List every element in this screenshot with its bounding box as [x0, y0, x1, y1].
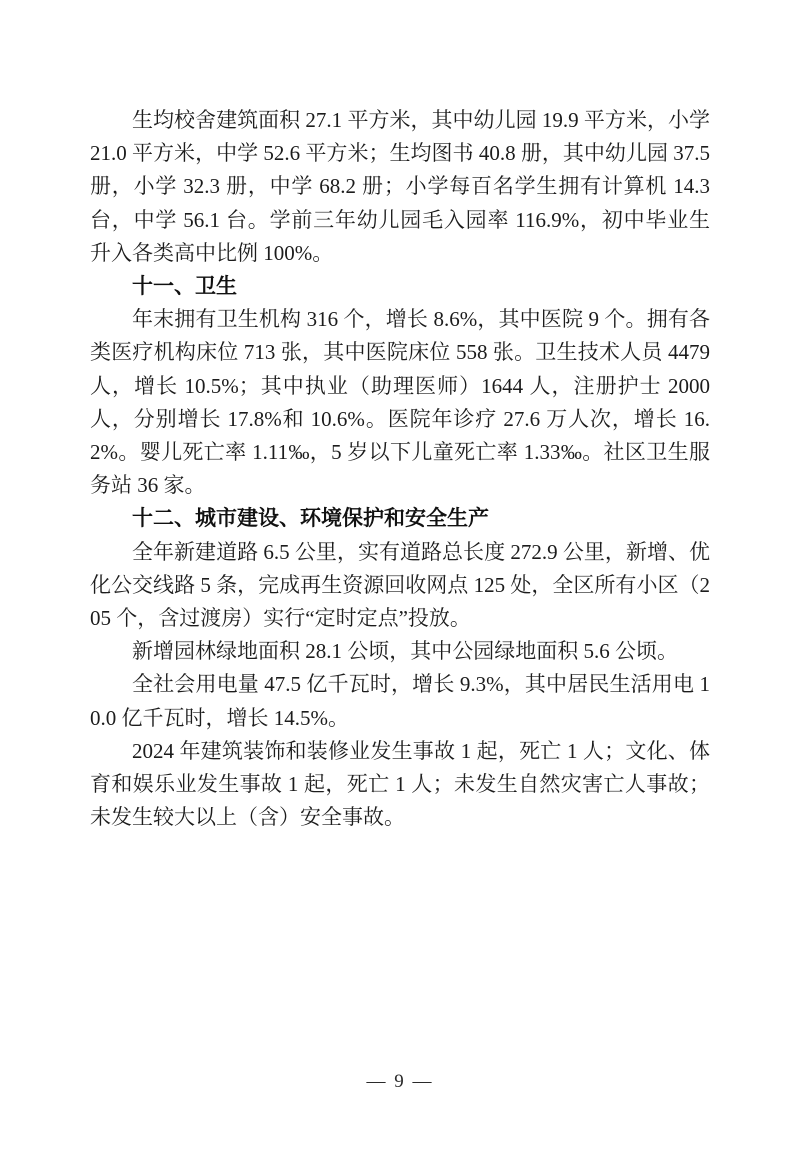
- section-heading-health: 十一、卫生: [132, 275, 237, 299]
- page-number: — 9 —: [366, 1071, 434, 1092]
- paragraph-health-stats: 年末拥有卫生机构 316 个，增长 8.6%，其中医院 9 个。拥有各类医疗机构床位 713 张，其中医院床位 558 张。卫生技术人员 4479 人，增长 10.5%；其中执业（助理医师）1644 人，注册护士 2000 人，分别增长 17.8%和 10.6%。医院年诊疗 27.6 万人次，增长 16.2%。婴儿死亡率 1.11‰，5 岁以下儿童死亡率 1.33‰。社区卫生服务站 36 家。: [90, 307, 710, 498]
- paragraph-education-stats: 生均校舍建筑面积 27.1 平方米，其中幼儿园 19.9 平方米，小学 21.0 平方米，中学 52.6 平方米；生均图书 40.8 册，其中幼儿园 37.5 册，小学 32.3 册，中学 68.2 册；小学每百名学生拥有计算机 14.3 台，中学 56.1 台。学前三年幼儿园毛入园率 116.9%，初中毕业生升入各类高中比例 100%。: [90, 108, 710, 265]
- paragraph-electricity-consumption: 全社会用电量 47.5 亿千瓦时，增长 9.3%，其中居民生活用电 10.0 亿千瓦时，增长 14.5%。: [90, 672, 710, 730]
- paragraph-roads-transit: 全年新建道路 6.5 公里，实有道路总长度 272.9 公里，新增、优化公交线路 5 条，完成再生资源回收网点 125 处，全区所有小区（205 个，含过渡房）实行“定时定点”投放。: [90, 539, 710, 631]
- paragraph-green-space: 新增园林绿地面积 28.1 公顷，其中公园绿地面积 5.6 公顷。: [132, 639, 678, 664]
- paragraph-work-safety: 2024 年建筑装饰和装修业发生事故 1 起，死亡 1 人；文化、体育和娱乐业发生事故 1 起，死亡 1 人；未发生自然灾害亡人事故；未发生较大以上（含）安全事故。: [90, 738, 710, 830]
- section-heading-urban-construction: 十二、城市建设、环境保护和安全生产: [132, 507, 489, 531]
- document-body: [90, 104, 710, 834]
